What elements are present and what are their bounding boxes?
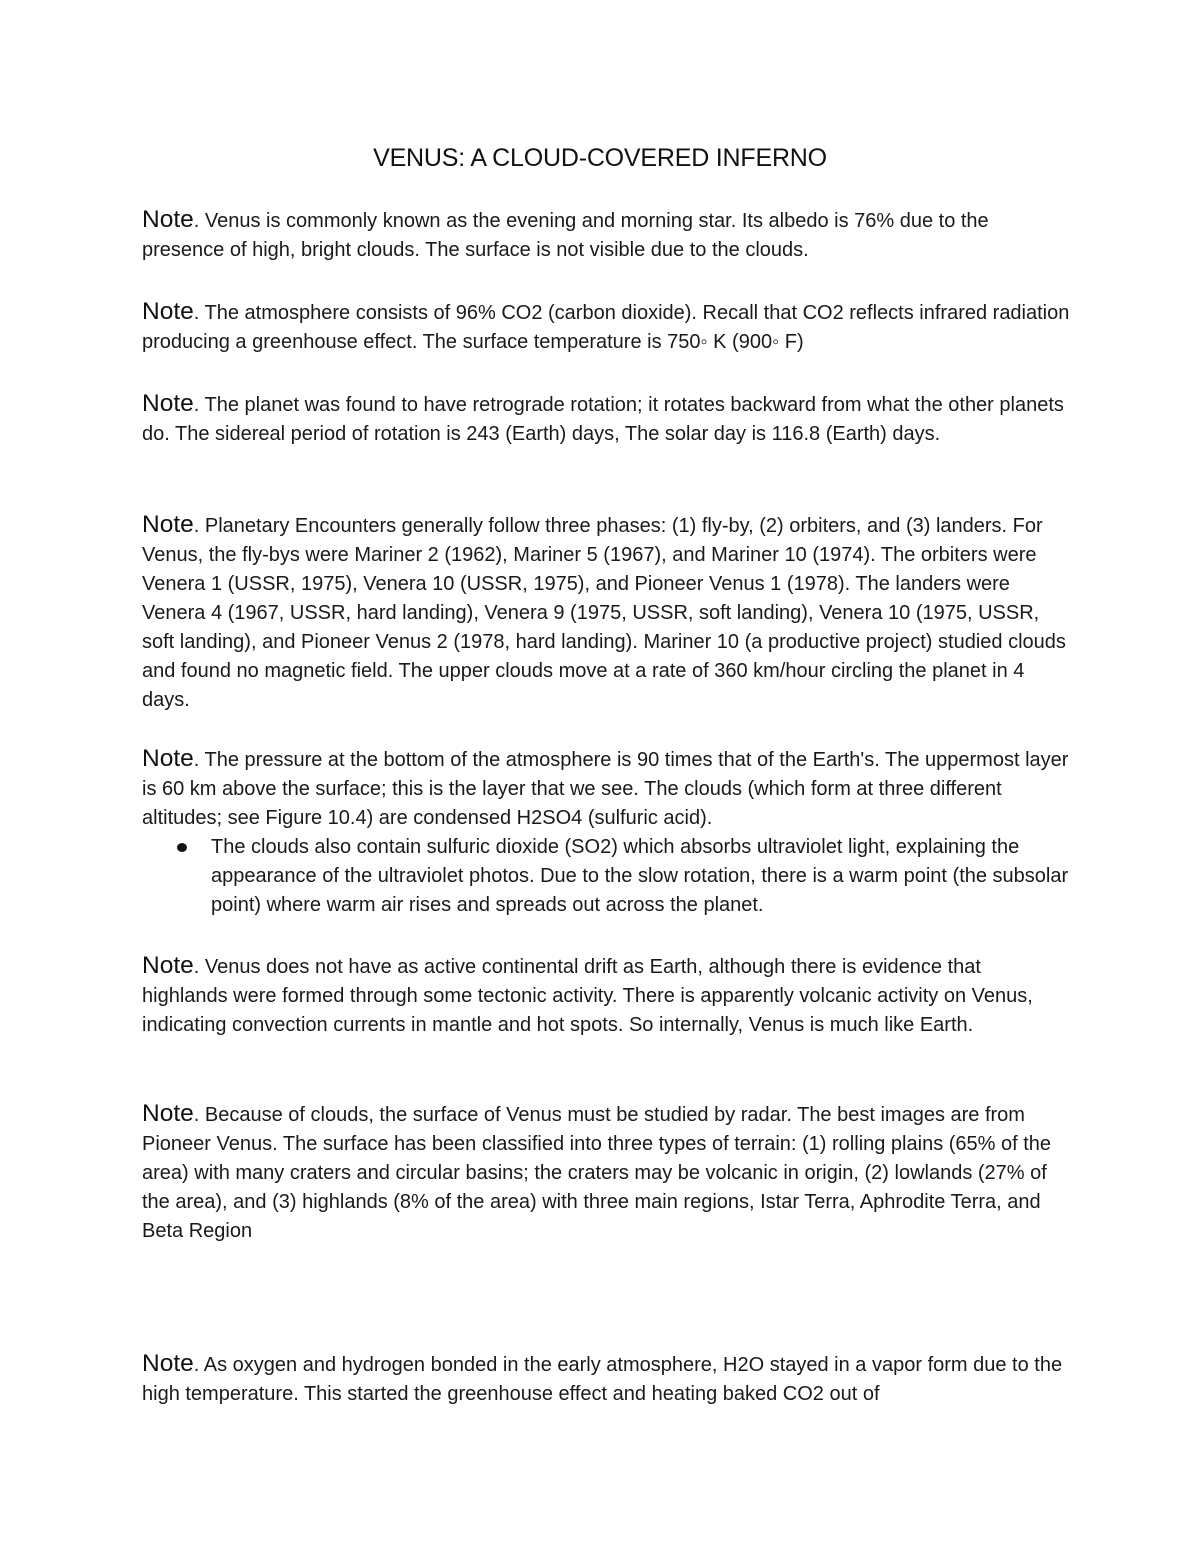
note-label: Note — [142, 390, 194, 417]
note-paragraph — [142, 951, 1072, 1040]
note-label: Note — [142, 952, 194, 979]
bullet-icon — [177, 843, 187, 852]
note-label: Note — [142, 1350, 194, 1377]
note-label: Note — [142, 298, 194, 325]
note-body — [142, 744, 1072, 833]
note-text: . As oxygen and hydrogen bonded in the early atmosphere, H2O stayed in a vapor form due to the high temperature. This started the greenhouse effect and heating baked CO2 out of — [142, 1354, 1063, 1405]
note-paragraph — [142, 389, 1072, 449]
note-paragraph — [142, 205, 1072, 265]
note-text: . Because of clouds, the surface of Venus must be studied by radar. The best images are from Pioneer Venus. The surface has been classified into three types of terrain: (1) rolling plains (65% of the area) with many craters and circular basins; the craters may be volcanic in origin, (2) lowlands (27% of the area), and (3) highlands (8% of the area) with three main regions, Istar Terra, Aphrodite Terra, and Beta Region — [142, 1104, 1052, 1242]
note-paragraph — [142, 1349, 1072, 1409]
document-title: VENUS: A CLOUD-COVERED INFERNO — [373, 144, 827, 172]
note-label: Note — [142, 206, 194, 233]
note-text: . The atmosphere consists of 96% CO2 (carbon dioxide). Recall that CO2 reflects infrared radiation producing a greenhouse effect. The surface temperature is 750◦ K (900◦ F) — [142, 302, 1070, 353]
note-paragraph — [142, 744, 1072, 920]
list-item — [142, 833, 1072, 920]
bullet-text: The clouds also contain sulfuric dioxide (SO2) which absorbs ultraviolet light, explaining the appearance of the ultraviolet photos. Due to the slow rotation, there is a warm point (the subsolar point) where warm air rises and spreads out across the planet. — [211, 836, 1069, 916]
note-paragraph — [142, 1099, 1072, 1246]
note-label: Note — [142, 511, 194, 538]
note-label: Note — [142, 1100, 194, 1127]
note-text: . Venus is commonly known as the evening and morning star. Its albedo is 76% due to the presence of high, bright clouds. The surface is not visible due to the clouds. — [142, 210, 989, 261]
note-text: . The pressure at the bottom of the atmosphere is 90 times that of the Earth's. The uppermost layer is 60 km above the surface; this is the layer that we see. The clouds (which form at three different altitudes; see Figure 10.4) are condensed H2SO4 (sulfuric acid). — [142, 749, 1069, 829]
note-label: Note — [142, 745, 194, 772]
note-text: . Planetary Encounters generally follow three phases: (1) fly-by, (2) orbiters, and (3) landers. For Venus, the fly-bys were Mariner 2 (1962), Mariner 5 (1967), and Mariner 10 (1974). The orbiters were Venera 1 (USSR, 1975), Venera 10 (USSR, 1975), and Pioneer Venus 1 (1978). The landers were Venera 4 (1967, USSR, hard landing), Venera 9 (1975, USSR, soft landing), Venera 10 (1975, USSR, soft landing), and Pioneer Venus 2 (1978, hard landing). Mariner 10 (a productive project) studied clouds and found no magnetic field. The upper clouds move at a rate of 360 km/hour circling the planet in 4 days. — [142, 515, 1066, 711]
note-paragraph — [142, 510, 1072, 715]
note-text: . The planet was found to have retrograde rotation; it rotates backward from what the other planets do. The sidereal period of rotation is 243 (Earth) days, The solar day is 116.8 (Earth) days. — [142, 394, 1064, 445]
bullet-list — [142, 833, 1072, 920]
note-paragraph — [142, 297, 1072, 357]
note-text: . Venus does not have as active continental drift as Earth, although there is evidence that highlands were formed through some tectonic activity. There is apparently volcanic activity on Venus, indicating convection currents in mantle and hot spots. So internally, Venus is much like Earth. — [142, 956, 1033, 1036]
